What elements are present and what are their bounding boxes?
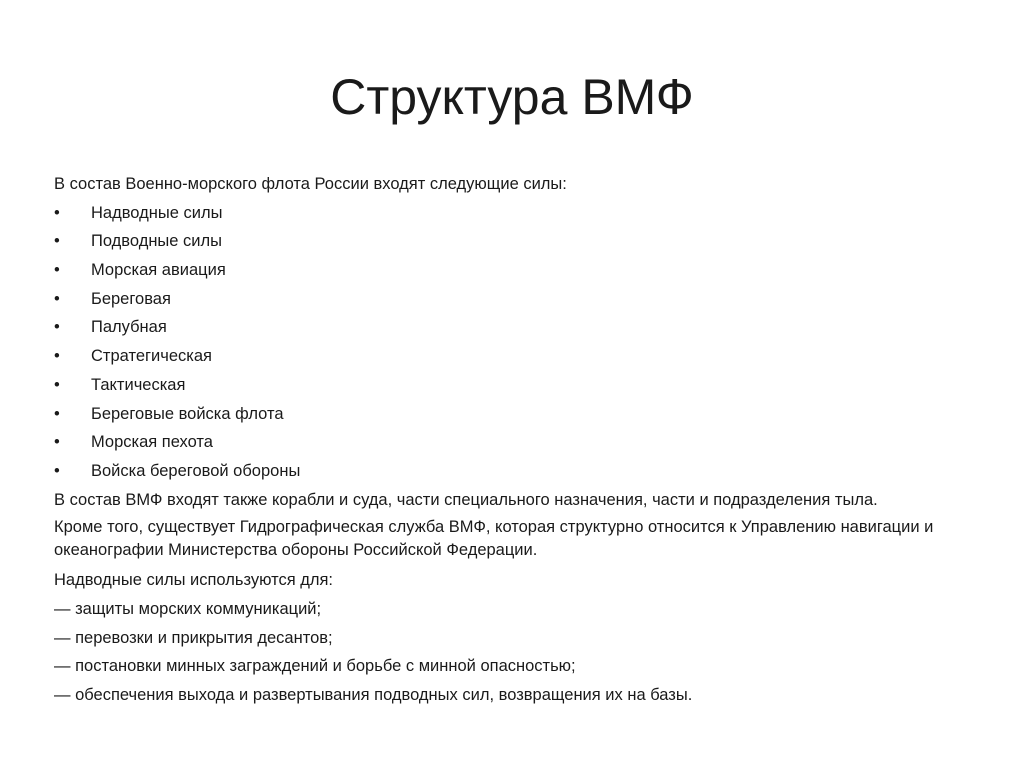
- bullet-icon: •: [54, 375, 60, 394]
- list-item-label: Войска береговой обороны: [91, 461, 301, 480]
- list-item-label: Подводные силы: [91, 232, 223, 251]
- bullet-icon: •: [54, 232, 60, 251]
- bullet-icon: •: [54, 289, 60, 308]
- list-item: [54, 256, 994, 285]
- dash-item: — постановки минных заграждений и борьбе с минной опасностью;: [54, 657, 576, 676]
- bullet-icon: •: [54, 433, 60, 452]
- bullet-icon: •: [54, 261, 60, 280]
- list-item-label: Тактическая: [91, 375, 186, 394]
- list-item-label: Надводные силы: [91, 203, 223, 222]
- slide-body: [54, 170, 994, 710]
- list-item: [54, 342, 994, 371]
- list-item-label: Морская пехота: [91, 433, 213, 452]
- list-item-label: Стратегическая: [91, 347, 212, 366]
- bullet-icon: •: [54, 404, 60, 423]
- list-item: [54, 199, 994, 228]
- list-item-label: Палубная: [91, 318, 167, 337]
- list-item: [54, 400, 994, 429]
- list-item: [54, 313, 994, 342]
- bullet-icon: •: [54, 318, 60, 337]
- list-item: [54, 428, 994, 457]
- bullet-list: [54, 199, 994, 486]
- list-item: [54, 457, 994, 486]
- list-item: [54, 285, 994, 314]
- list-item: [54, 371, 994, 400]
- intro-text: В состав Военно-морского флота России входят следующие силы:: [54, 175, 567, 193]
- paragraph: В состав ВМФ входят также корабли и суда, части специального назначения, части и подразделения тыла.: [54, 490, 878, 509]
- bullet-icon: •: [54, 461, 60, 480]
- dash-list: [54, 595, 994, 710]
- dash-item: — защиты морских коммуникаций;: [54, 599, 322, 618]
- slide-title: Структура ВМФ: [330, 69, 694, 125]
- bullet-icon: •: [54, 347, 60, 366]
- paragraph: Кроме того, существует Гидрографическая служба ВМФ, которая структурно относится к Управлению навигации и океанографии Министерства обороны Российской Федерации.: [54, 518, 934, 560]
- bullet-icon: •: [54, 203, 60, 222]
- list-item: [54, 227, 994, 256]
- list-item-label: Береговая: [91, 289, 171, 308]
- dash-item: — обеспечения выхода и развертывания подводных сил, возвращения их на базы.: [54, 686, 693, 704]
- paragraph: Надводные силы используются для:: [54, 571, 334, 590]
- list-item-label: Береговые войска флота: [91, 404, 284, 423]
- dash-item: — перевозки и прикрытия десантов;: [54, 628, 333, 647]
- list-item-label: Морская авиация: [91, 261, 226, 280]
